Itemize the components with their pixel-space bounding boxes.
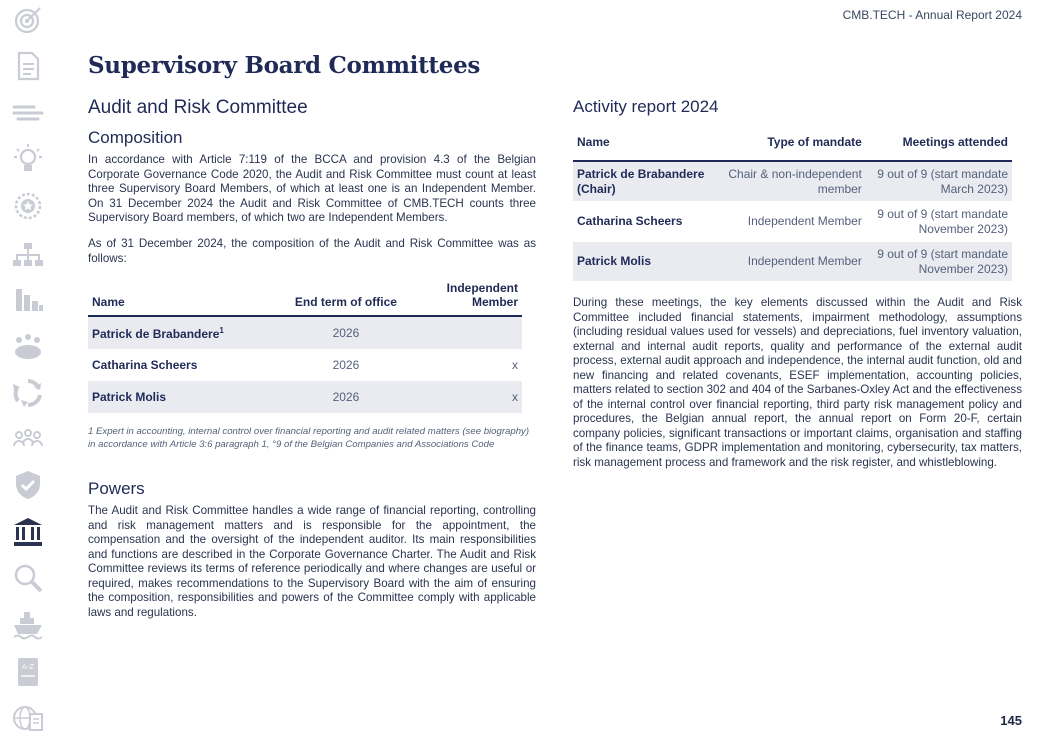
composition-text: In accordance with Article 7:119 of the BCCA and provision 4.3 of the Belgian Corporate Governance Code 2020, the Audit and Risk Committee must count at least three Supervisory Board Members, of which at least one is an Independent Member. On 31 December 2024 the Audit and Risk Committee of CMB.TECH counts three Supervisory Board members, of which two are Independent Members.	[88, 153, 536, 224]
report-header: CMB.TECH - Annual Report 2024	[842, 8, 1022, 22]
independent-mark: x	[422, 381, 522, 413]
bar-chart-icon[interactable]	[8, 279, 48, 319]
member-name: Patrick Molis	[573, 242, 710, 282]
wind-icon[interactable]	[8, 93, 48, 133]
shield-check-icon[interactable]	[8, 465, 48, 505]
recycle-icon[interactable]	[8, 373, 48, 413]
composition-intro: As of 31 December 2024, the composition of the Audit and Risk Committee was as follows:	[88, 237, 536, 265]
member-name: Patrick de Brabandere (Chair)	[573, 161, 710, 202]
composition-table	[88, 281, 522, 413]
globe-document-icon[interactable]	[8, 698, 48, 738]
activity-table	[573, 135, 1012, 282]
page-title: Supervisory Board Committees	[88, 52, 481, 79]
meetings-attended: 9 out of 9 (start mandate March 2023)	[866, 161, 1012, 202]
team-icon[interactable]	[8, 418, 48, 458]
table-row	[573, 161, 1012, 202]
people-group-icon[interactable]	[8, 326, 48, 366]
mandate-type: Independent Member	[710, 202, 866, 242]
a-z-book-icon[interactable]	[8, 652, 48, 692]
mandate-type: Chair & non-independent member	[710, 161, 866, 202]
table-row	[573, 242, 1012, 282]
svg-text:A-Z: A-Z	[22, 663, 34, 671]
composition-heading: Composition	[88, 128, 183, 147]
col-meetings-header: Meetings attended	[866, 135, 1012, 161]
member-name: Catharina Scheers	[92, 358, 198, 372]
lightbulb-icon[interactable]	[8, 139, 48, 179]
org-chart-icon[interactable]	[8, 234, 48, 274]
col-name-header: Name	[88, 281, 270, 316]
member-name: Patrick de Brabandere	[92, 326, 220, 341]
activity-text: During these meetings, the key elements discussed within the Audit and Risk Committee included financial statements, impairment methodology, assumptions (including residual values used for vessels) and depreciations, fuel inventory valuation, external and internal audit reports, quality and performance of the external audit process, external audit approach and independence, the internal audit function, old and new financing and related covenants, ESEF implementation, accounting policies, matters related to section 302 and 404 of the Sarbanes-Oxley Act and the effectiveness of the internal control over financial reporting, third party risk management policy and procedures, the Belgian annual report, the annual report on Form 20-F, certain company policies, significant transactions or important claims, organisation and staffing of the finance teams, GDPR implementation and monitoring, cybersecurity, tax matters, risk management process and framework and the risk register, and whistleblowing.	[573, 296, 1022, 469]
page-number: 145	[1000, 713, 1022, 728]
independent-mark	[422, 316, 522, 349]
mandate-type: Independent Member	[710, 242, 866, 282]
member-name: Patrick Molis	[88, 381, 270, 413]
meetings-attended: 9 out of 9 (start mandate November 2023)	[866, 242, 1012, 282]
powers-heading: Powers	[88, 479, 145, 498]
end-term: 2026	[270, 316, 421, 349]
table-row	[573, 202, 1012, 242]
target-icon[interactable]	[8, 0, 48, 40]
end-term: 2026	[332, 358, 360, 372]
table-row	[88, 381, 522, 413]
award-icon[interactable]	[8, 186, 48, 226]
col-name-header: Name	[573, 135, 710, 161]
col-mandate-header: Type of mandate	[710, 135, 866, 161]
table-row	[88, 349, 522, 381]
footnote-ref: 1	[219, 325, 224, 335]
independent-mark: x	[512, 358, 518, 372]
member-name: Catharina Scheers	[573, 202, 710, 242]
activity-report-heading: Activity report 2024	[573, 97, 719, 116]
table-row	[88, 316, 522, 349]
search-icon[interactable]	[8, 558, 48, 598]
col-end-term-header: End term of office	[270, 281, 421, 316]
document-icon[interactable]	[8, 46, 48, 86]
footnote: 1 Expert in accounting, internal control over financial reporting and audit related matters (see biography) in accordance with Article 3:6 paragraph 1, °9 of the Belgian Companies and Associations Code	[88, 426, 530, 450]
meetings-attended: 9 out of 9 (start mandate November 2023)	[866, 202, 1012, 242]
col-independent-header: Independent Member	[422, 281, 522, 316]
bank-icon[interactable]	[8, 512, 48, 552]
sidebar-nav	[0, 0, 60, 748]
end-term: 2026	[270, 381, 421, 413]
powers-text: The Audit and Risk Committee handles a wide range of financial reporting, controlling and risk management matters and is responsible for the appointment, the compensation and the oversight of the independent auditor. Its main responsibilities and functions are described in the Corporate Governance Charter. The Audit and Risk Committee reviews its terms of reference periodically and where changes are useful or required, makes recommendations to the Supervisory Board with the aim of ensuring the composition, responsibilities and powers of the Committee comply with applicable laws and regulations.	[88, 504, 536, 619]
ship-icon[interactable]	[8, 604, 48, 644]
audit-committee-heading: Audit and Risk Committee	[88, 97, 308, 118]
